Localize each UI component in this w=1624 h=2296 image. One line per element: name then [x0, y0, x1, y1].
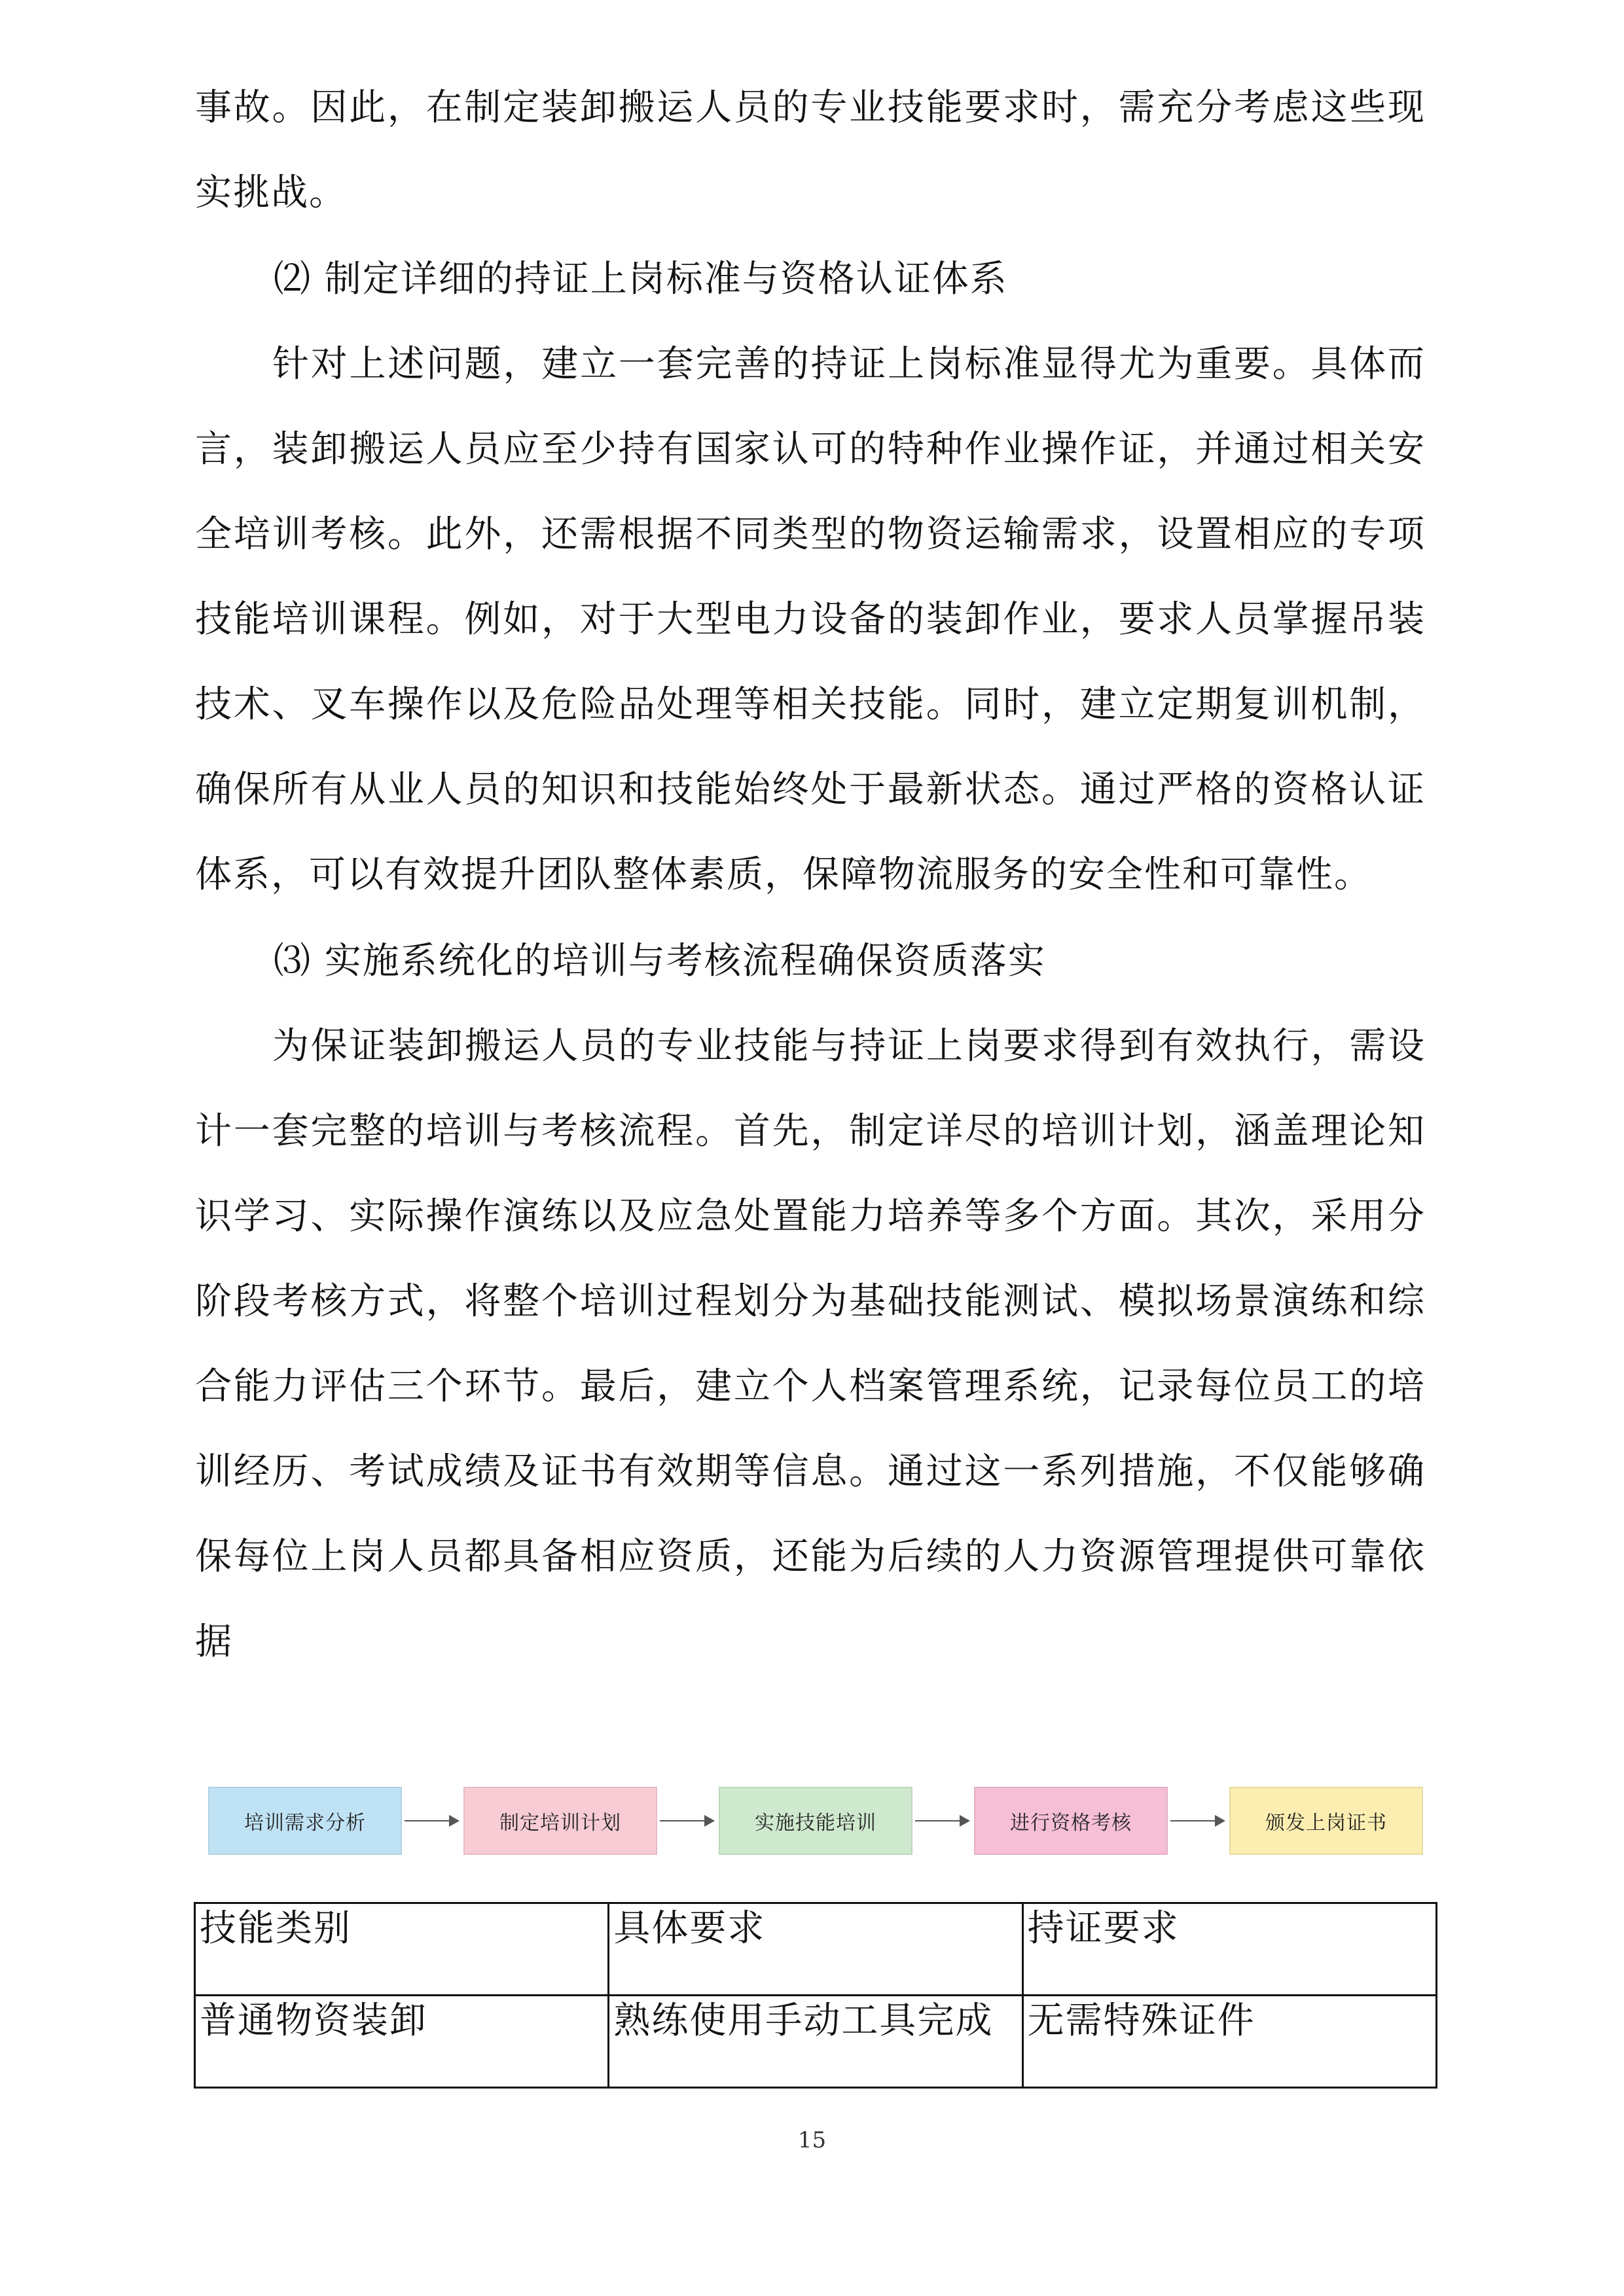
table-cell: 熟练使用手动工具完成 [609, 1996, 1022, 2088]
table-cell: 无需特殊证件 [1022, 1996, 1436, 2088]
paragraph-training-process: 为保证装卸搬运人员的专业技能与持证上岗要求得到有效执行，需设计一套完整的培训与考核流程。首先，制定详尽的培训计划，涵盖理论知识学习、实际操作演练以及应急处置能力培养等多个方面。其次，采用分阶段考核方式，将整个培训过程划分为基础技能测试、模拟场景演练和综合能力评估三个环节。最后，建立个人档案管理系统，记录每位员工的培训经历、考试成绩及证书有效期等信息。通过这一系列措施，不仅能够确保每位上岗人员都具备相应资质，还能为后续的人力资源管理提供可靠依据 [195, 1025, 1426, 1663]
section-heading-3: ⑶ 实施系统化的培训与考核流程确保资质落实 [274, 940, 1046, 982]
flow-arrow [915, 1820, 967, 1821]
flow-arrow [405, 1820, 457, 1821]
table-header-cell: 持证要求 [1022, 1903, 1436, 1996]
paragraph-certification-standard: 针对上述问题，建立一套完善的持证上岗标准显得尤为重要。具体而言，装卸搬运人员应至少持有国家认可的特种作业操作证，并通过相关安全培训考核。此外，还需根据不同类型的物资运输需求，设置相应的专项技能培训课程。例如，对于大型电力设备的装卸作业，要求人员掌握吊装技术、叉车操作以及危险品处理等相关技能。同时，建立定期复训机制，确保所有从业人员的知识和技能始终处于最新状态。通过严格的资格认证体系，可以有效提升团队整体素质，保障物流服务的安全性和可靠性。 [195, 343, 1426, 896]
page-number: 15 [797, 2127, 827, 2153]
flow-step-qualification-exam: 进行资格考核 [974, 1787, 1168, 1855]
training-flow-diagram [208, 1787, 1426, 1859]
table-row [195, 1996, 1437, 2088]
skills-requirements-table [194, 1902, 1437, 2089]
table-header-row [195, 1903, 1437, 1996]
flow-step-issue-certificate: 颁发上岗证书 [1229, 1787, 1423, 1855]
flow-step-training-plan: 制定培训计划 [463, 1787, 657, 1855]
section-heading-2: ⑵ 制定详细的持证上岗标准与资格认证体系 [274, 258, 1008, 300]
table-header-cell: 具体要求 [609, 1903, 1022, 1996]
flow-arrow [660, 1820, 712, 1821]
table-header-cell: 技能类别 [195, 1903, 609, 1996]
flow-arrow [1170, 1820, 1223, 1821]
paragraph-intro-continuation: 事故。因此，在制定装卸搬运人员的专业技能要求时，需充分考虑这些现实挑战。 [195, 86, 1426, 214]
flow-step-needs-analysis: 培训需求分析 [208, 1787, 402, 1855]
flow-step-skill-training: 实施技能培训 [719, 1787, 912, 1855]
table-cell: 普通物资装卸 [195, 1996, 609, 2088]
